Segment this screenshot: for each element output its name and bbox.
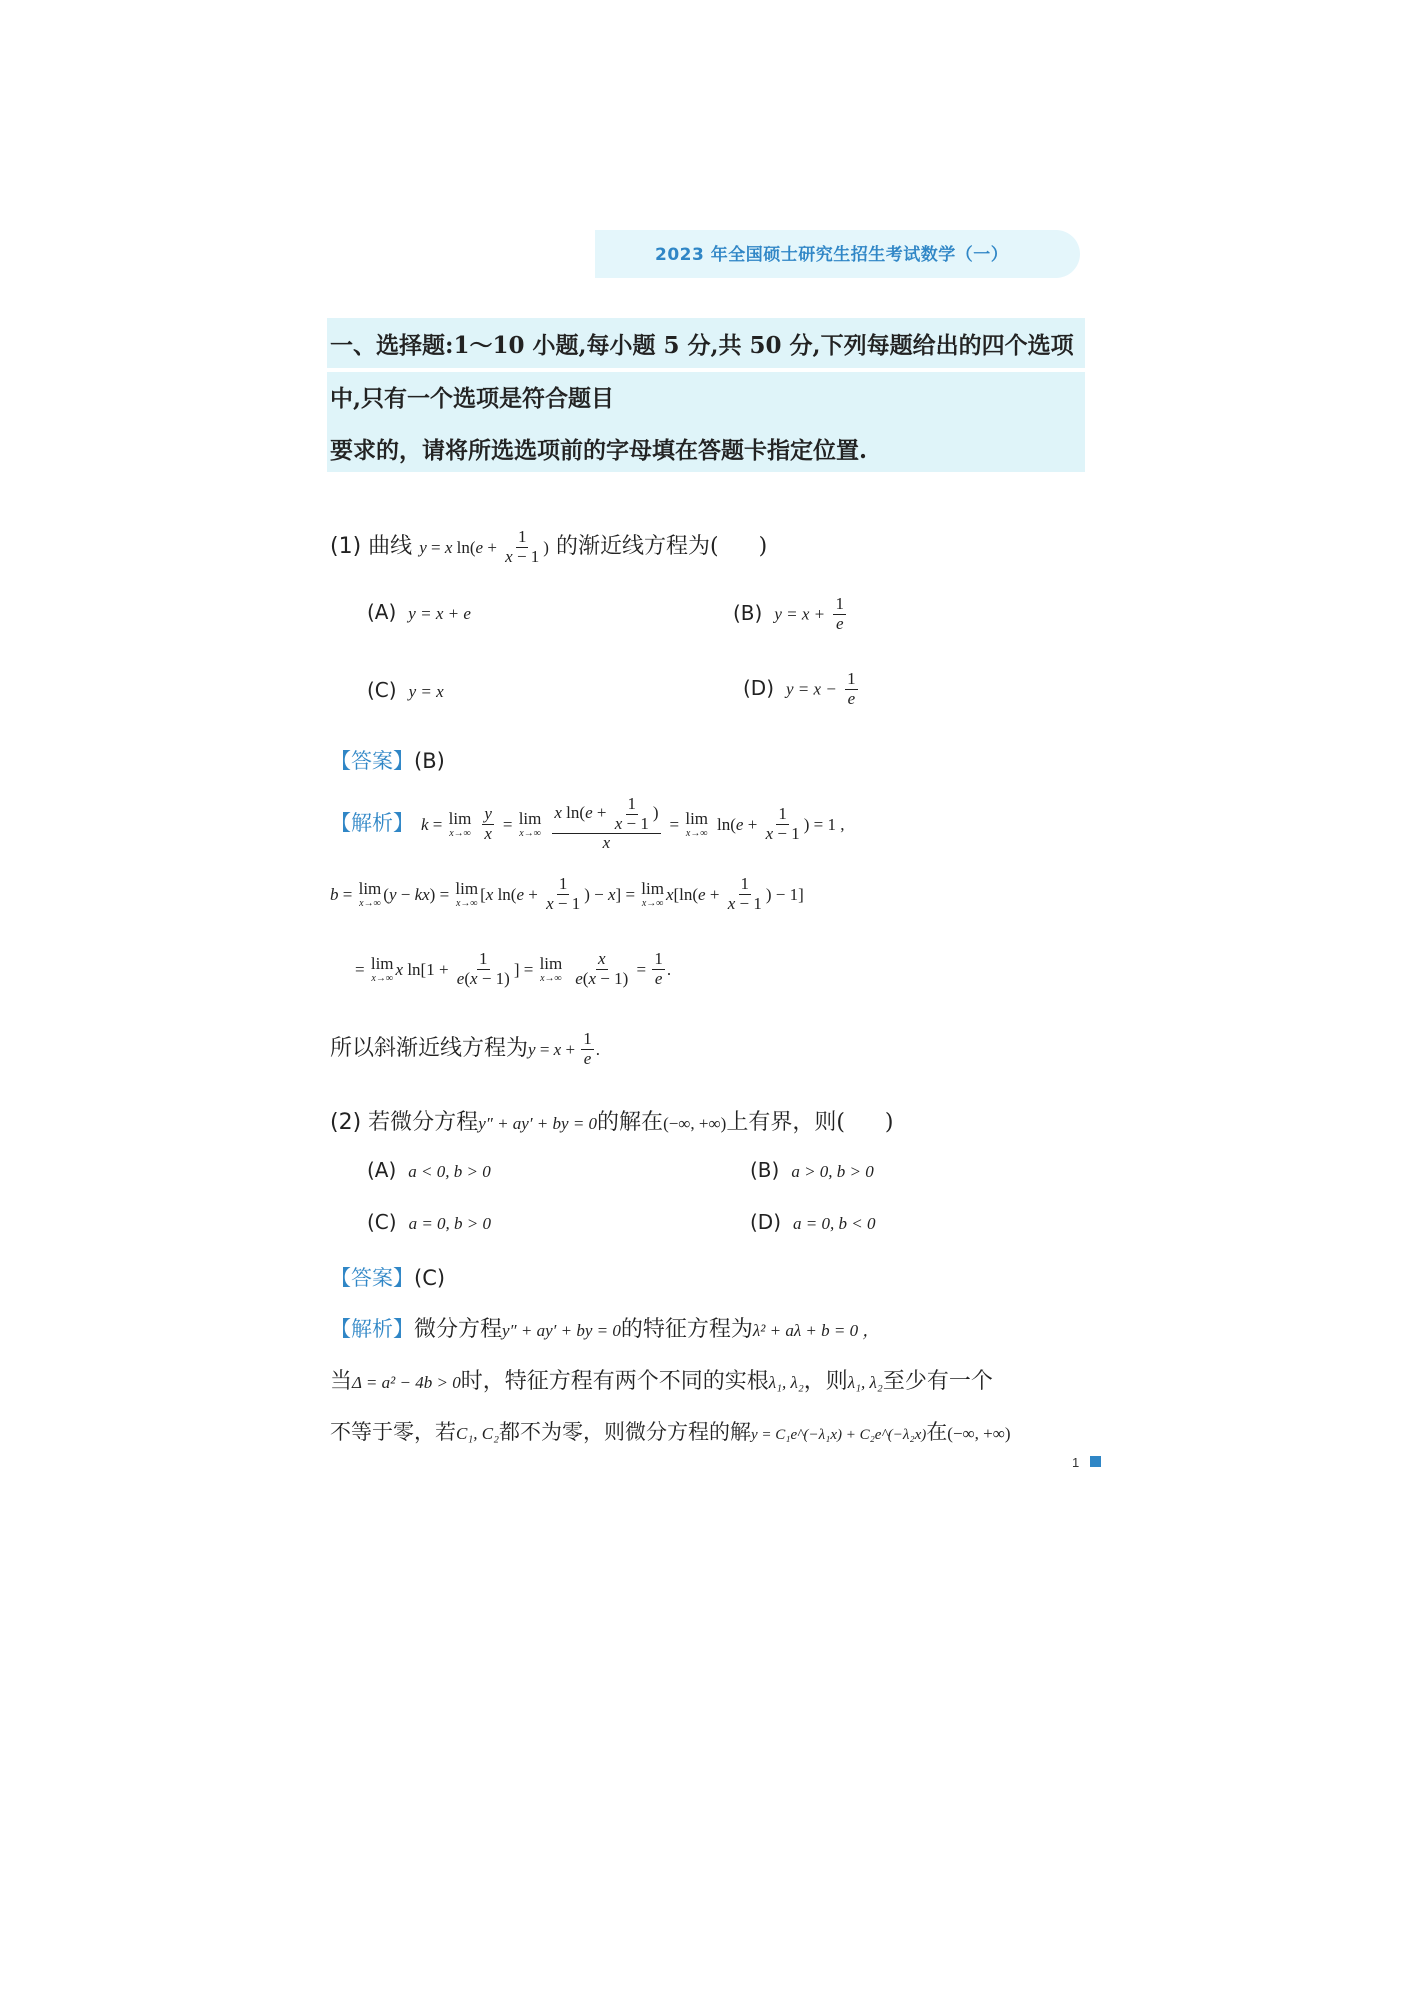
q2-analysis-line3: 不等于零，若C₁, C₂都不为零，则微分方程的解y = C₁e^(−λ₁x) + C₂e^(−λ₂x)在(−∞, +∞): [330, 1420, 1011, 1444]
question-number: (1): [330, 534, 362, 560]
q1-answer: 【答案】(B): [330, 749, 445, 773]
section-heading-line2: 中,只有一个选项是符合题目: [330, 385, 615, 412]
q1-analysis-line1: 【解析】 k = lim x→∞ $\frac{y}{x}$ = lim x→∞ x ln(e + $\frac{1}{x - 1}$ ) x = lim x→∞ ln(e + $\frac{1}{x - 1}$ ) = 1 ,: [330, 794, 845, 853]
q2-answer: 【答案】(C): [330, 1266, 446, 1290]
q2-analysis-line2: 当Δ = a² − 4b > 0时，特征方程有两个不同的实根λ₁, λ₂，则λ₁, λ₂至少有一个: [330, 1369, 993, 1394]
page-number: 1: [1072, 1455, 1080, 1470]
section-heading-line1: 一、选择题:1～10 小题,每小题 5 分,共 50 分,下列每题给出的四个选项: [330, 332, 1074, 359]
q1-analysis-line3: = lim x→∞ x ln[1 + $\frac{1}{e(x - 1)}$ ] = lim x→∞ $\frac{x}{e(x - 1)}$ = $\frac{1}{e}$ .: [355, 949, 672, 988]
q1-analysis-line2: b = lim x→∞ (y − kx) = lim x→∞ [x ln(e + $\frac{1}{x - 1}$ ) − x] = lim x→∞ x[ln(e + $\frac{1}{x - 1}$ ) − 1]: [330, 874, 804, 913]
question-1: (1) 曲线 y = x ln(e + $\frac{1}{x - 1}$ ) 的渐近线方程为( ): [330, 527, 768, 566]
q1-option-a[interactable]: (A) y = x + e: [367, 600, 471, 624]
q1-option-c[interactable]: (C) y = x: [367, 678, 444, 702]
q2-option-a[interactable]: (A) a < 0, b > 0: [367, 1158, 491, 1182]
q1-option-d[interactable]: (D) y = x − $\frac{1}{e}$: [743, 669, 856, 708]
q2-analysis-line1: 【解析】微分方程y″ + ay′ + by = 0的特征方程为λ² + aλ + b = 0 ，: [330, 1317, 880, 1342]
q1-conclusion: 所以斜渐近线方程为y = x + $\frac{1}{e}$ .: [330, 1029, 601, 1068]
q2-option-d[interactable]: (D) a = 0, b < 0: [750, 1210, 876, 1234]
question-number: (2): [330, 1110, 362, 1135]
exam-title: 2023 年全国硕士研究生招生考试数学（一）: [655, 245, 1009, 265]
q2-option-c[interactable]: (C) a = 0, b > 0: [367, 1210, 492, 1234]
page-marker-square: [1090, 1456, 1101, 1467]
section-heading-line3: 要求的，请将所选选项前的字母填在答题卡指定位置.: [330, 437, 868, 464]
q1-option-b[interactable]: (B) y = x + $\frac{1}{e}$: [733, 594, 844, 633]
question-2: (2) 若微分方程y″ + ay′ + by = 0的解在(−∞, +∞)上有界，则( ): [330, 1110, 894, 1135]
q2-option-b[interactable]: (B) a > 0, b > 0: [750, 1158, 874, 1182]
